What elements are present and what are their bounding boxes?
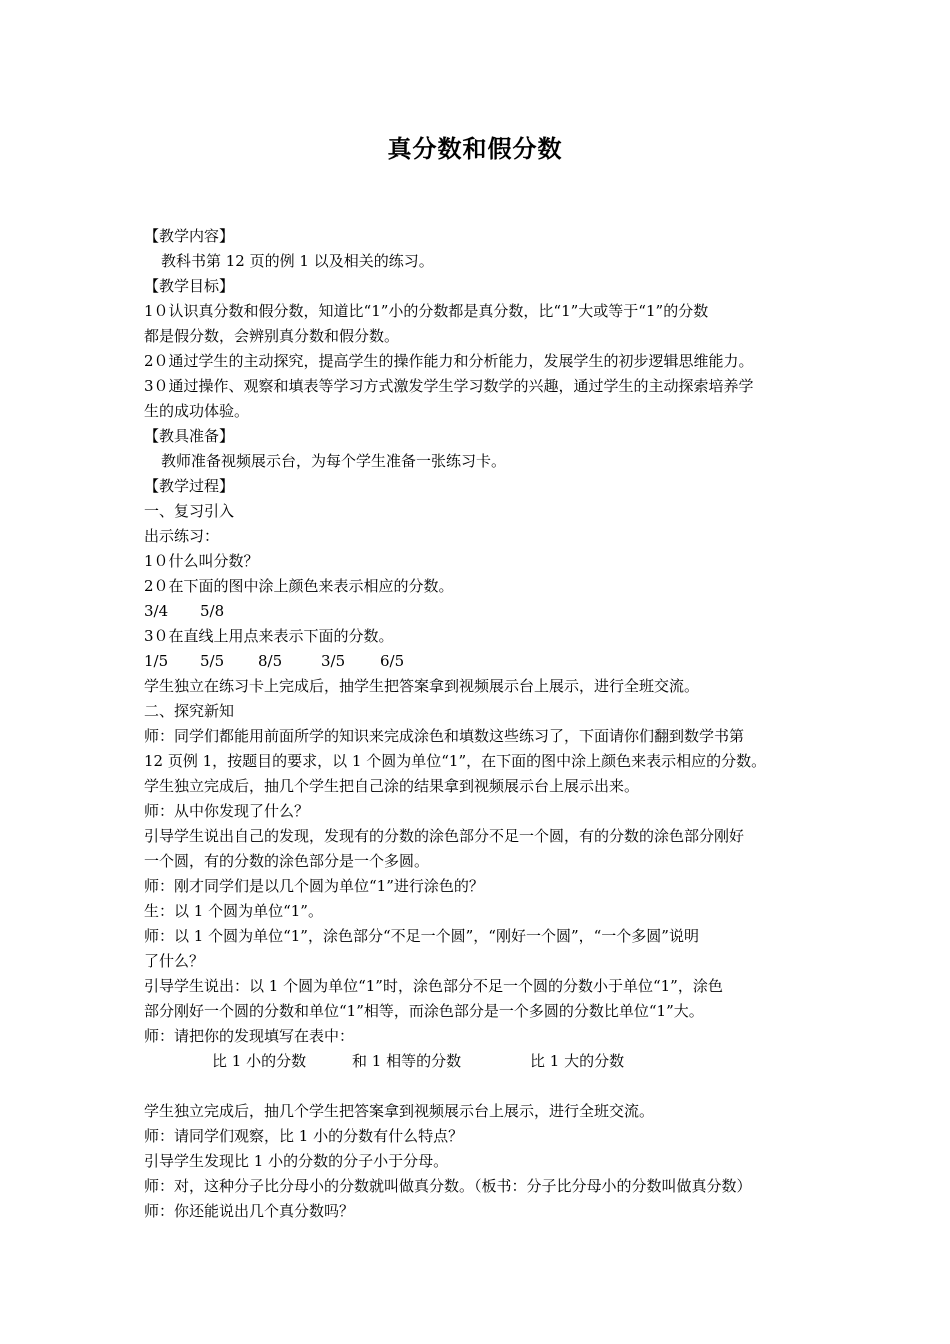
paragraph-14: 师：你还能说出几个真分数吗？ (144, 1202, 355, 1220)
table-header-equal-to-1: 和 1 相等的分数 (352, 1052, 462, 1070)
paragraph-10: 学生独立完成后，抽几个学生把答案拿到视频展示台上展示，进行全班交流。 (144, 1102, 655, 1120)
practice-intro: 出示练习： (144, 527, 220, 545)
section-heading-goals: 【教学目标】 (144, 277, 235, 295)
fraction-item: 5/8 (200, 602, 225, 620)
paragraph-7-line-2: 了什么？ (144, 952, 205, 970)
fraction-item: 3/4 (144, 602, 169, 620)
paragraph-2: 学生独立完成后，抽几个学生把自己涂的结果拿到视频展示台上展示出来。 (144, 777, 640, 795)
goal-3-line-2: 生的成功体验。 (144, 402, 250, 420)
paragraph-8-line-2: 部分刚好一个圆的分数和单位“1”相等，而涂色部分是一个多圆的分数比单位“1”大。 (144, 1002, 704, 1020)
table-header-greater-than-1: 比 1 大的分数 (530, 1052, 625, 1070)
paragraph-1-line-1: 师：同学们都能用前面所学的知识来完成涂色和填数这些练习了，下面请你们翻到数学书第 (144, 727, 745, 745)
step-1-heading: 一、复习引入 (144, 502, 235, 520)
document-title: 真分数和假分数 (387, 135, 563, 163)
fraction-item: 3/5 (321, 652, 346, 670)
goal-3-line-1: 3０通过操作、观察和填表等学习方式激发学生学习数学的兴趣，通过学生的主动探索培养学 (144, 377, 754, 395)
fraction-item: 1/5 (144, 652, 169, 670)
paragraph-11: 师：请同学们观察，比 1 小的分数有什么特点？ (144, 1127, 464, 1145)
review-summary: 学生独立在练习卡上完成后，抽学生把答案拿到视频展示台上展示，进行全班交流。 (144, 677, 700, 695)
paragraph-9: 师：请把你的发现填写在表中： (144, 1027, 355, 1045)
paragraph-12: 引导学生发现比 1 小的分数的分子小于分母。 (144, 1152, 449, 1170)
document-body (144, 224, 824, 1224)
paragraph-3: 师：从中你发现了什么？ (144, 802, 310, 820)
paragraph-7-line-1: 师：以 1 个圆为单位“1”，涂色部分“不足一个圆”，“刚好一个圆”，“一个多圆”说明 (144, 927, 699, 945)
question-3-fractions (144, 649, 824, 674)
blank-line (144, 1074, 824, 1099)
tools-text: 教师准备视频展示台，为每个学生准备一张练习卡。 (161, 452, 507, 470)
paragraph-1-line-2: 12 页例 1，按题目的要求，以 1 个圆为单位“1”，在下面的图中涂上颜色来表示相应的分数。 (144, 752, 767, 770)
question-3: 3０在直线上用点来表示下面的分数。 (144, 627, 394, 645)
fraction-item: 8/5 (258, 652, 283, 670)
paragraph-4-line-2: 一个圆，有的分数的涂色部分是一个多圆。 (144, 852, 430, 870)
goal-2: 2０通过学生的主动探究，提高学生的操作能力和分析能力，发展学生的初步逻辑思维能力。 (144, 352, 754, 370)
content-text: 教科书第 12 页的例 1 以及相关的练习。 (161, 252, 434, 270)
paragraph-4-line-1: 引导学生说出自己的发现，发现有的分数的涂色部分不足一个圆，有的分数的涂色部分刚好 (144, 827, 745, 845)
paragraph-13: 师：对，这种分子比分母小的分数就叫做真分数。（板书：分子比分母小的分数叫做真分数） (144, 1177, 752, 1195)
fraction-item: 5/5 (200, 652, 225, 670)
fraction-item: 6/5 (380, 652, 405, 670)
section-heading-content: 【教学内容】 (144, 227, 235, 245)
findings-table-header (144, 1049, 824, 1074)
paragraph-8-line-1: 引导学生说出：以 1 个圆为单位“1”时，涂色部分不足一个圆的分数小于单位“1”，涂色 (144, 977, 723, 995)
section-heading-tools: 【教具准备】 (144, 427, 235, 445)
paragraph-5: 师：刚才同学们是以几个圆为单位“1”进行涂色的？ (144, 877, 484, 895)
goal-1-line-2: 都是假分数，会辨别真分数和假分数。 (144, 327, 400, 345)
paragraph-6: 生：以 1 个圆为单位“1”。 (144, 902, 323, 920)
section-heading-process: 【教学过程】 (144, 477, 235, 495)
table-header-less-than-1: 比 1 小的分数 (212, 1052, 307, 1070)
question-2: 2０在下面的图中涂上颜色来表示相应的分数。 (144, 577, 454, 595)
question-2-fractions (144, 599, 824, 624)
step-2-heading: 二、探究新知 (144, 702, 235, 720)
goal-1-line-1: 1０认识真分数和假分数，知道比“1”小的分数都是真分数，比“1”大或等于“1”的分数 (144, 302, 709, 320)
question-1: 1０什么叫分数？ (144, 552, 259, 570)
